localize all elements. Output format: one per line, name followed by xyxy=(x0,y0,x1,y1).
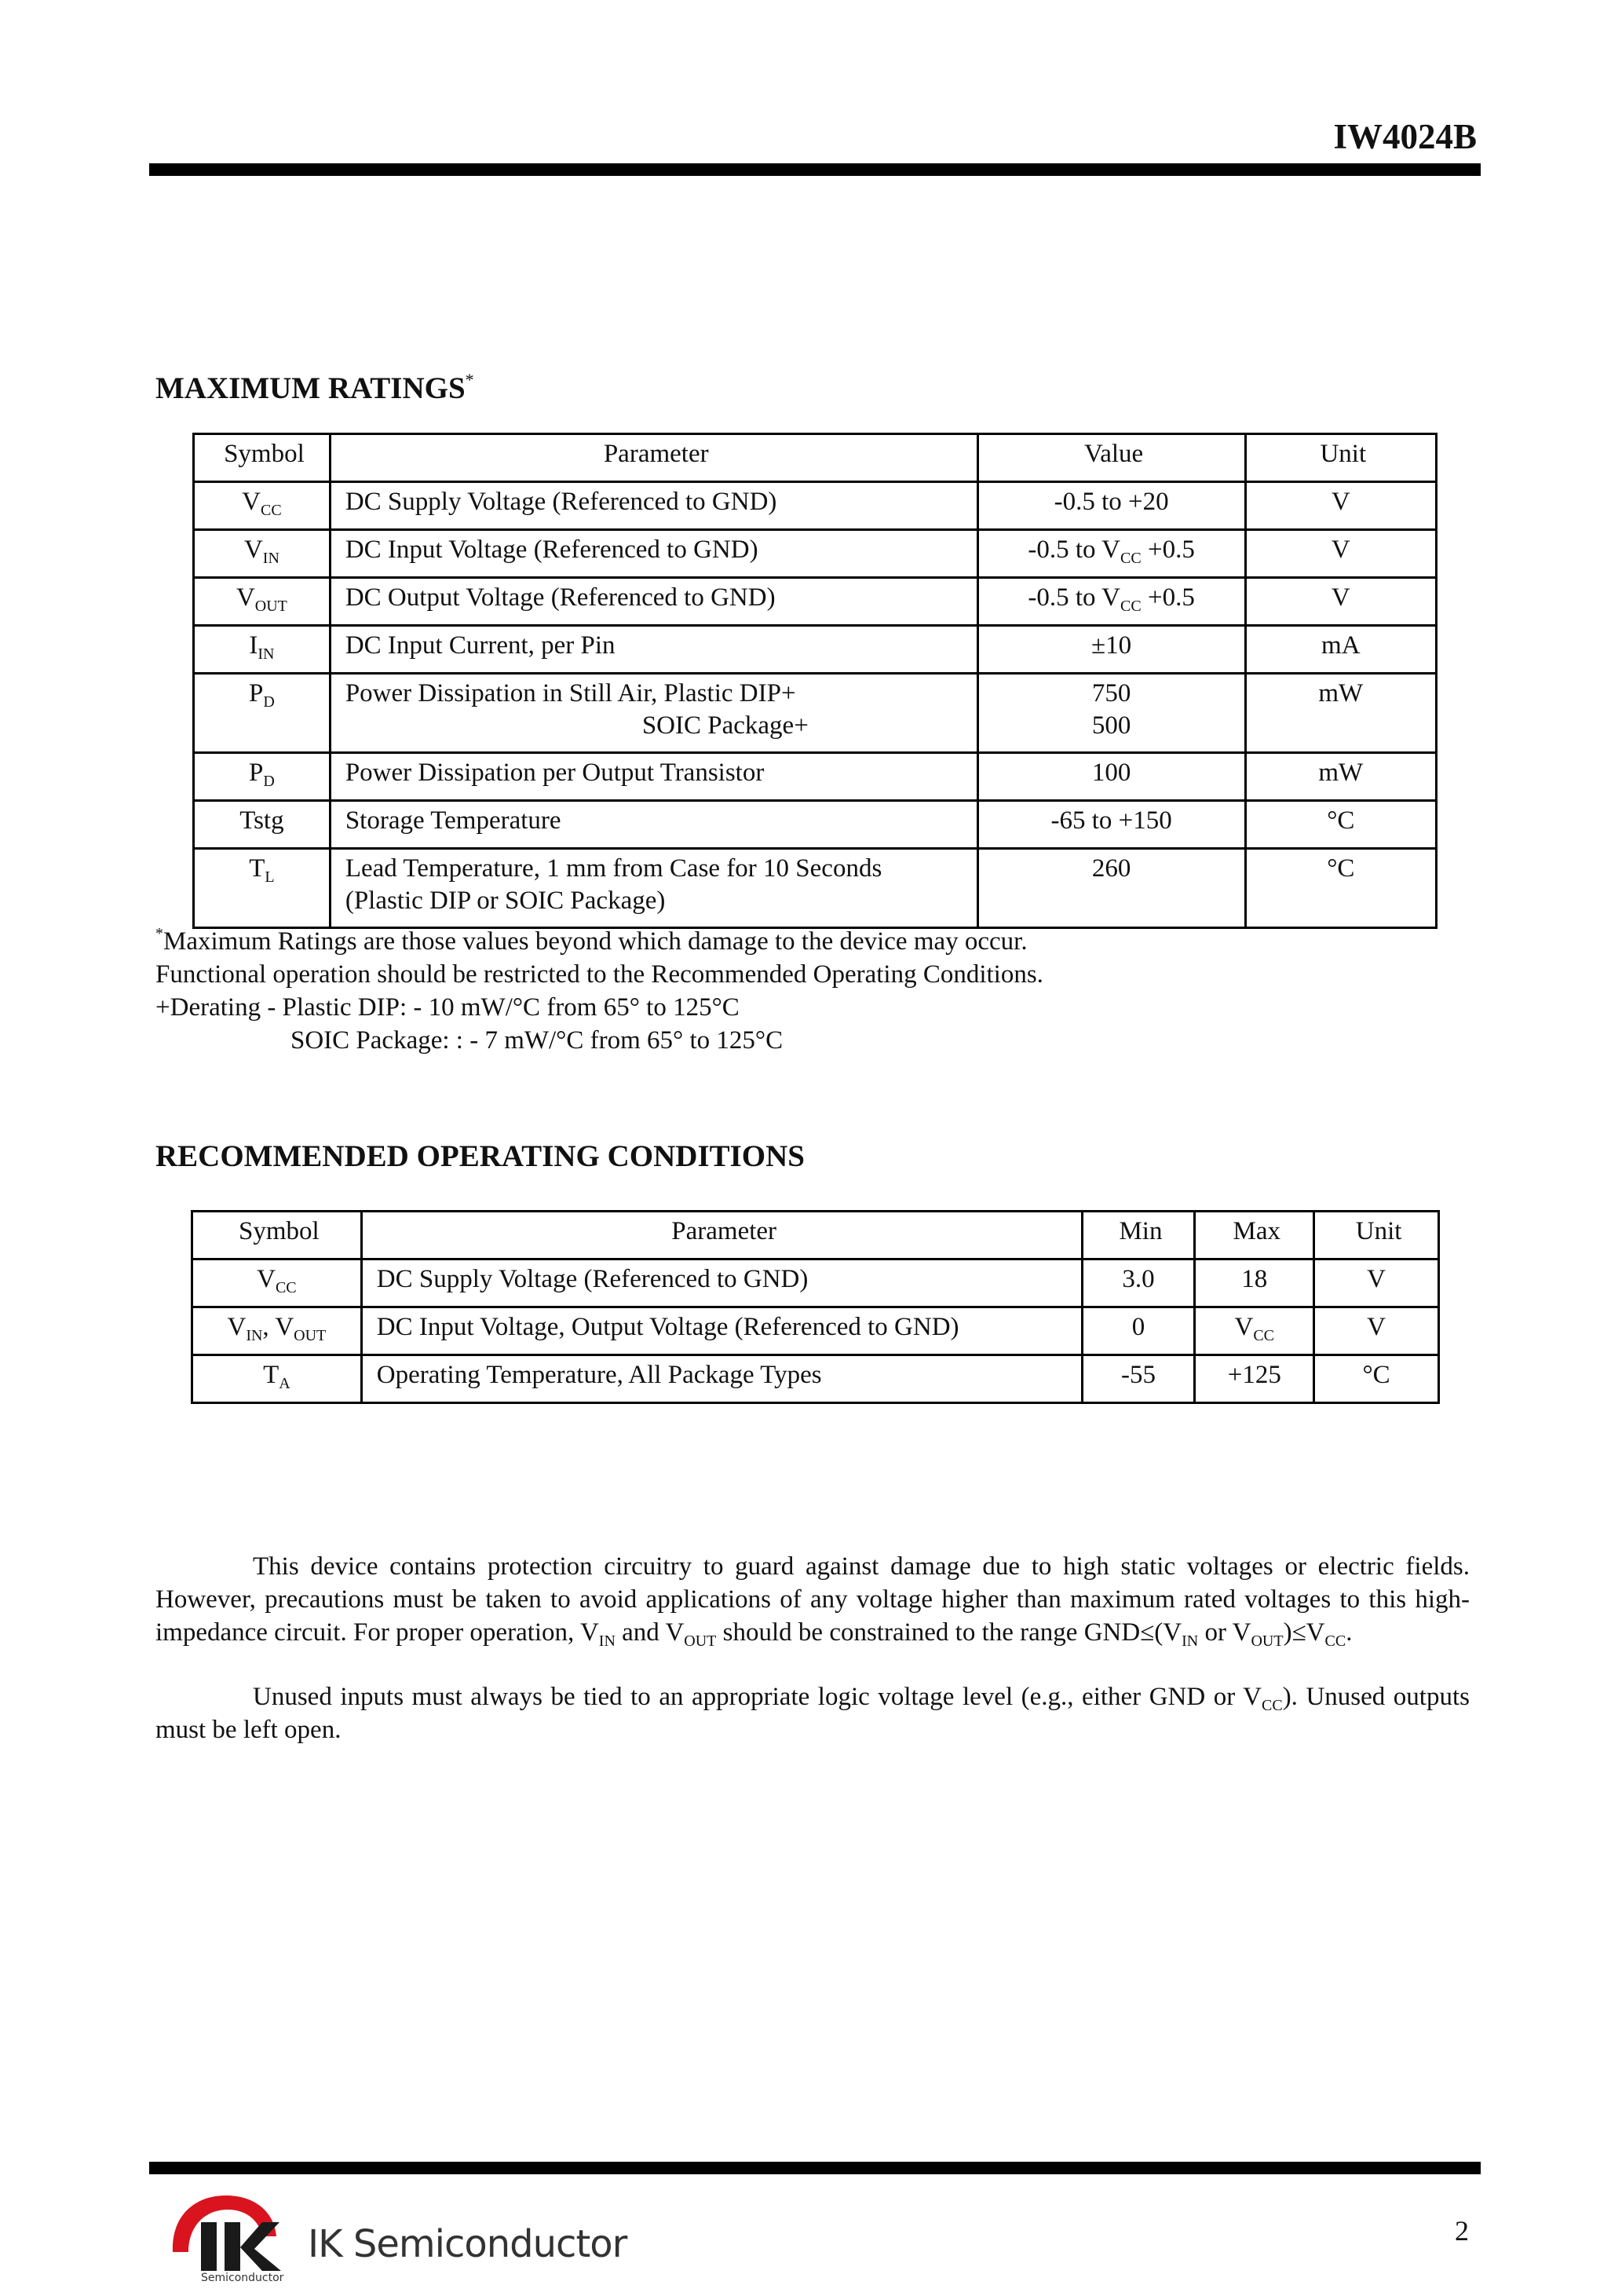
table-row: $V_{IN}$, $V_{OUT}$ DC Input Voltage, Output Voltage (Referenced to GND) 0 $V_{CC}$ V xyxy=(192,1307,1439,1355)
note-line: Functional operation should be restricted to the Recommended Operating Conditions. xyxy=(155,960,1043,989)
part-number: IW4024B xyxy=(1333,117,1477,156)
table-row: $T_L$ Lead Temperature, 1 mm from Case for 10 Seconds (Plastic DIP or SOIC Package) 260 °C xyxy=(194,849,1437,928)
esd-paragraph: This device contains protection circuitry to guard against damage due to high static voltages or electric fields. However, precautions must be taken to avoid applications of any voltage higher than maximum rated voltages to this high-impedance circuit. For proper operation, $V_{IN}$ and $V_{OUT}$ should be constrained to the range $GND\le(V_{IN}$ or $V_{OUT})\le V_{CC}$. xyxy=(155,1552,1470,1650)
max-ratings-title: MAXIMUM RATINGS* xyxy=(155,370,474,405)
table-header-row: Symbol Parameter Min Max Unit xyxy=(192,1212,1439,1260)
logo-subtext: Semiconductor xyxy=(201,2272,284,2284)
logo-red-arc xyxy=(173,2195,276,2252)
table-row: $V_{CC}$ DC Supply Voltage (Referenced to GND) 3.0 18 V xyxy=(192,1260,1439,1307)
rec-conditions-title: RECOMMENDED OPERATING CONDITIONS xyxy=(155,1139,805,1173)
note-line: *Maximum Ratings are those values beyond which damage to the device may occur. xyxy=(155,925,1028,956)
logo-k-bar xyxy=(225,2222,240,2271)
logo-i-bar xyxy=(201,2222,217,2271)
table-row: $V_{OUT}$ DC Output Voltage (Referenced to GND) -0.5 to $V_{CC} +0.5$ V xyxy=(194,578,1437,626)
table-row: $V_{IN}$ DC Input Voltage (Referenced to GND) -0.5 to $V_{CC} +0.5$ V xyxy=(194,530,1437,578)
page-number: 2 xyxy=(1455,2215,1469,2247)
table-row: $T_A$ Operating Temperature, All Package Types -55 +125 °C xyxy=(192,1355,1439,1403)
table-row: Tstg Storage Temperature -65 to +150 °C xyxy=(194,801,1437,849)
note-line: +Derating - Plastic DIP: - 10 mW/°C from 65° to 125°C xyxy=(155,993,740,1022)
max-ratings-table xyxy=(192,433,1438,929)
max-ratings-notes xyxy=(155,925,1043,1057)
table-row: $P_D$ Power Dissipation in Still Air, Plastic DIP+ SOIC Package+ 750 500 mW xyxy=(194,674,1437,753)
table-header-row: Symbol Parameter Value Unit xyxy=(194,434,1437,482)
table-row: $V_{CC}$ DC Supply Voltage (Referenced to GND) -0.5 to +20 V xyxy=(194,482,1437,530)
company-name: IK Semiconductor xyxy=(308,2222,627,2266)
rec-conditions-table xyxy=(191,1210,1440,1404)
table-row: $I_{IN}$ DC Input Current, per Pin ±10 mA xyxy=(194,626,1437,674)
footer-rule xyxy=(149,2162,1481,2174)
unused-inputs-paragraph: Unused inputs must always be tied to an appropriate logic voltage level (e.g., either GND or $V_{CC}$). Unused outputs must be left open. xyxy=(155,1683,1470,1744)
header-rule xyxy=(149,163,1481,176)
table-row: $P_D$ Power Dissipation per Output Transistor 100 mW xyxy=(194,753,1437,801)
note-line: SOIC Package: : - 7 mW/°C from 65° to 125°C xyxy=(290,1026,784,1055)
